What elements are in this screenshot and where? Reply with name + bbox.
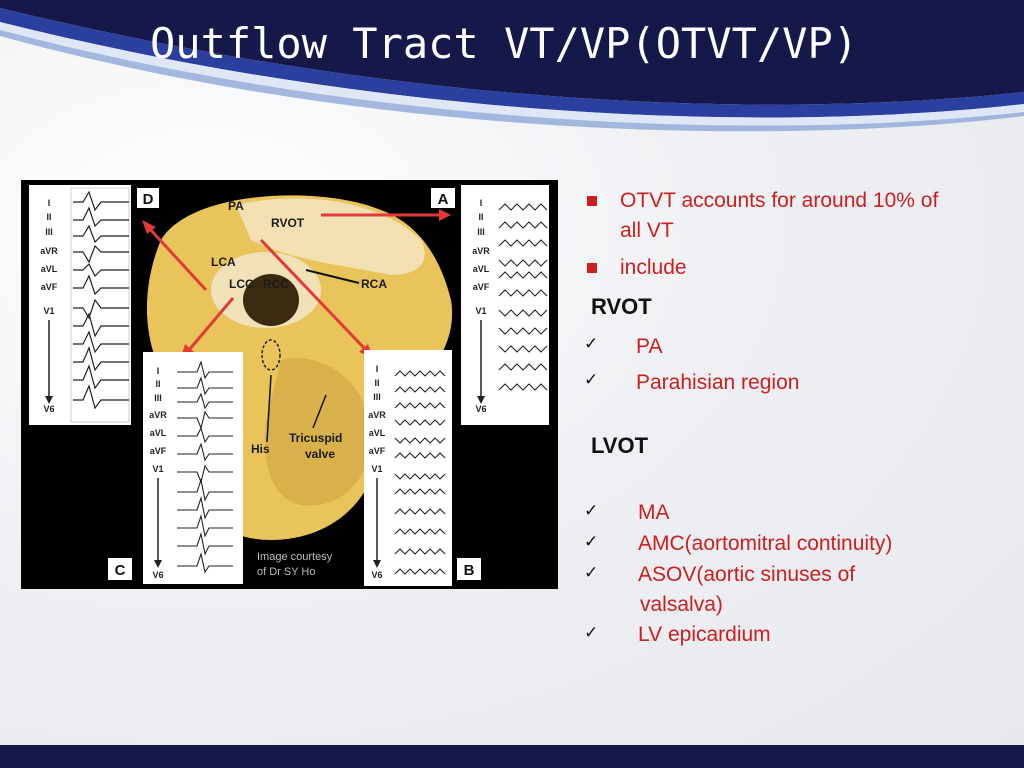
lead-label: II [155,379,161,389]
lead-label: aVF [472,282,490,292]
lead-label: aVR [472,246,490,256]
lvot-item-lv-epicardium: LV epicardium [638,623,771,646]
square-bullet-icon [587,263,597,273]
lead-label: V6 [475,404,487,414]
label-rvot: RVOT [271,216,305,230]
check-icon: ✓ [584,370,599,389]
rvot-heading: RVOT [591,294,652,319]
arrowhead-a [439,209,451,221]
ecg-panel-d [29,185,131,425]
panel-letter-a: A [437,191,449,208]
lvot-item-asov-line2: valsalva) [640,593,723,616]
lead-label: aVF [40,282,58,292]
lead-label: V6 [43,404,55,414]
bullet-include: include [620,256,687,279]
lead-label: aVR [149,410,167,420]
image-courtesy-line1: Image courtesy [257,551,333,563]
lead-label: V6 [371,570,383,580]
lvot-item-asov-line1: ASOV(aortic sinuses of [638,563,856,586]
label-pa: PA [228,199,244,213]
lead-label: V1 [43,306,55,316]
lead-label: II [374,378,380,388]
bullet-otvt-line1: OTVT accounts for around 10% of [620,189,939,212]
lead-label: II [46,212,52,222]
lead-label: III [477,227,485,237]
check-icon: ✓ [584,532,599,551]
label-lcc: LCC [229,277,254,291]
lead-label: V1 [475,306,487,316]
lead-label: V6 [152,570,164,580]
lead-label: III [373,392,381,402]
rvot-item-pa: PA [636,335,663,358]
check-icon: ✓ [584,501,599,520]
lead-label: V1 [371,464,383,474]
panel-letter-d: D [142,191,154,208]
rvot-item-parahisian: Parahisian region [636,371,800,394]
lead-label: I [47,198,51,208]
label-rca: RCA [361,277,387,291]
lead-label: I [479,198,483,208]
label-lca: LCA [211,255,236,269]
lead-label: I [156,366,160,376]
lead-label: aVR [368,410,386,420]
lvot-item-amc: AMC(aortomitral continuity) [638,532,893,555]
lvot-item-ma: MA [638,501,670,524]
panel-letter-c: C [114,562,126,579]
lead-label: aVR [40,246,58,256]
label-valve: valve [305,447,336,461]
square-bullet-icon [587,196,597,206]
label-tricuspid: Tricuspid [289,431,343,445]
check-icon: ✓ [584,563,599,582]
check-icon: ✓ [584,623,599,642]
lead-label: aVL [149,428,167,438]
label-his: His [251,442,270,456]
anatomy-figure [21,180,558,589]
check-icon: ✓ [584,334,599,353]
footer-bar [0,745,1024,768]
lead-label: V1 [152,464,164,474]
lvot-heading: LVOT [591,433,649,458]
bullet-otvt-line2: all VT [620,219,674,242]
image-courtesy-line2: of Dr SY Ho [257,566,316,578]
lead-label: II [478,212,484,222]
lead-label: aVF [368,446,386,456]
lead-label: aVF [149,446,167,456]
lead-label: aVL [472,264,490,274]
slide-title: Outflow Tract VT/VP(OTVT/VP) [150,19,859,68]
label-rcc: RCC [263,277,289,291]
lead-label: I [375,364,379,374]
lead-label: aVL [368,428,386,438]
lead-label: III [154,393,162,403]
lead-label: aVL [40,264,58,274]
lead-label: III [45,227,53,237]
panel-letter-b: B [463,562,475,579]
